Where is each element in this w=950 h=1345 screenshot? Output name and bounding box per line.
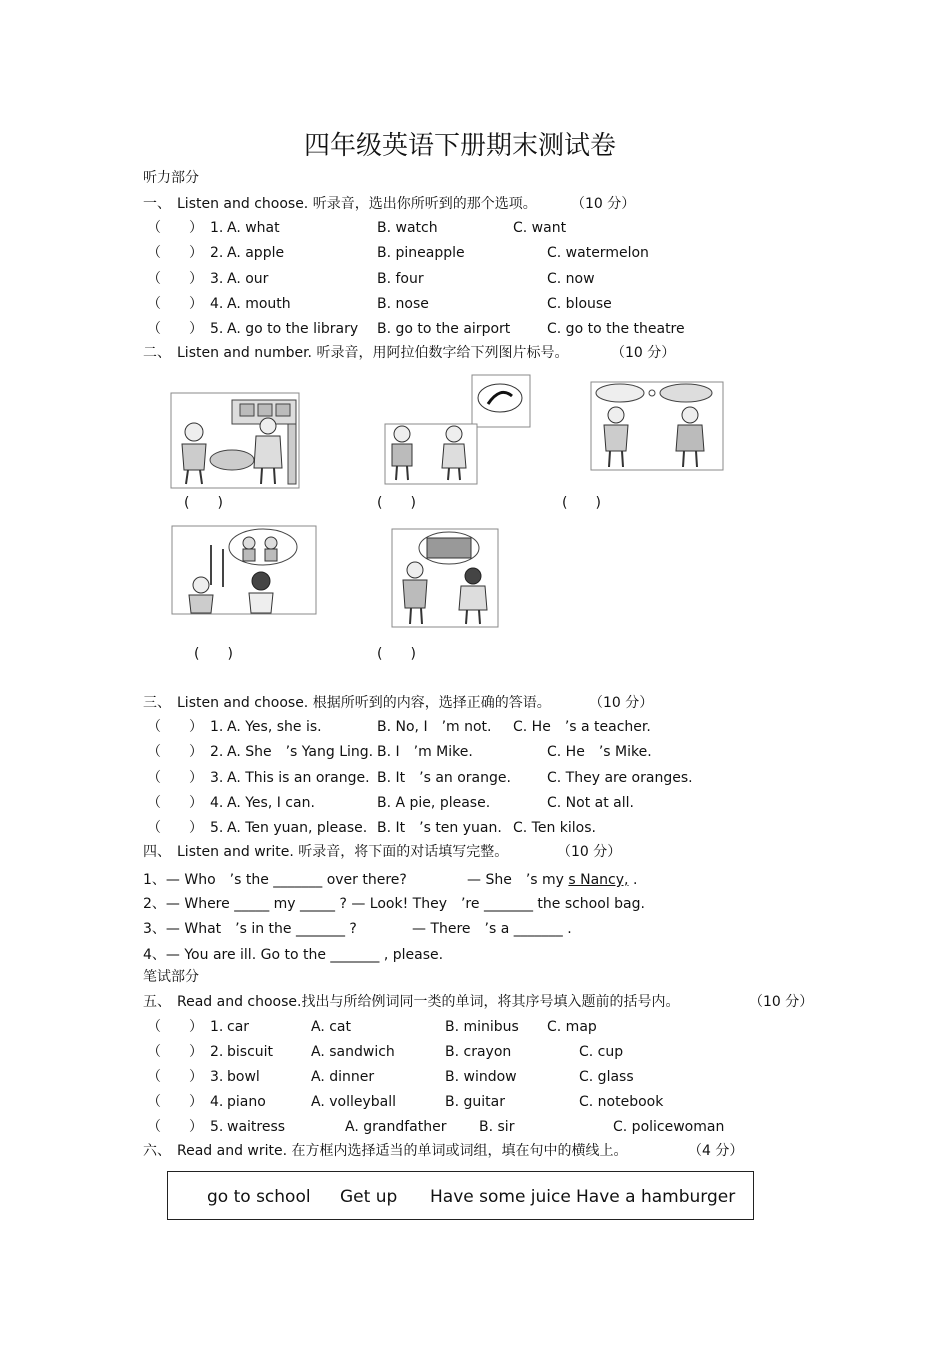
option-b: B. It ’s an orange. bbox=[377, 770, 511, 786]
option-a: A. Yes, I can. bbox=[227, 795, 315, 811]
option-a: A. Ten yuan, please. bbox=[227, 820, 368, 836]
section3-number: 三、 bbox=[143, 695, 171, 711]
item-number: 3. bbox=[210, 1069, 224, 1085]
section5-score: （10 分） bbox=[749, 994, 814, 1010]
item-number: 3. bbox=[210, 770, 224, 786]
answer-paren[interactable]: （ ） bbox=[147, 1069, 203, 1085]
option-a: A. cat bbox=[311, 1019, 351, 1035]
option-b: B. minibus bbox=[445, 1019, 519, 1035]
answer-paren[interactable]: （ ） bbox=[147, 820, 203, 836]
section5-instruction: Read and choose.找出与所给例词同一类的单词，将其序号填入题前的括号内。 bbox=[177, 994, 680, 1010]
option-b: B. pineapple bbox=[377, 245, 465, 261]
option-c: C. now bbox=[547, 271, 595, 287]
option-a: A. mouth bbox=[227, 296, 291, 312]
section2-number: 二、 bbox=[143, 345, 171, 361]
answer-paren[interactable]: （ ） bbox=[147, 1119, 203, 1135]
dialogue-line-1: 1、— Who ’s the _______ over there? bbox=[143, 872, 407, 888]
section4-instruction: Listen and write. 听录音，将下面的对话填写完整。 bbox=[177, 844, 509, 860]
word-bank-item: go to school bbox=[207, 1187, 311, 1207]
section1-number: 一、 bbox=[143, 196, 171, 212]
reply-text: — She ’s my bbox=[467, 872, 569, 888]
item-number: 1. bbox=[210, 719, 224, 735]
option-a: A. dinner bbox=[311, 1069, 375, 1085]
word-bank-item: Have some juice bbox=[430, 1187, 571, 1207]
item-number: 1. bbox=[210, 1019, 224, 1035]
word-bank-item: Have a hamburger bbox=[576, 1187, 736, 1207]
section2-instruction: Listen and number. 听录音，用阿拉伯数字给下列图片标号。 bbox=[177, 345, 569, 361]
option-c: C. go to the theatre bbox=[547, 321, 685, 337]
picture-market-stall bbox=[170, 392, 300, 489]
option-a: A. grandfather bbox=[345, 1119, 447, 1135]
picture-boy-girl-tv bbox=[391, 528, 499, 628]
option-a: A. our bbox=[227, 271, 269, 287]
option-a: A. what bbox=[227, 220, 280, 236]
option-b: B. window bbox=[445, 1069, 517, 1085]
picture-people-bread bbox=[590, 381, 724, 471]
section6-instruction: Read and write. 在方框内选择适当的单词或词组，填在句中的横线上。 bbox=[177, 1143, 628, 1159]
example-word: waitress bbox=[227, 1119, 286, 1135]
item-number: 5. bbox=[210, 1119, 224, 1135]
answer-paren[interactable]: （ ） bbox=[147, 271, 203, 287]
option-c: C. They are oranges. bbox=[547, 770, 693, 786]
item-number: 4. bbox=[210, 795, 224, 811]
option-c: C. cup bbox=[579, 1044, 624, 1060]
option-c: C. map bbox=[547, 1019, 597, 1035]
option-b: B. I ’m Mike. bbox=[377, 744, 473, 760]
option-c: C. watermelon bbox=[547, 245, 649, 261]
reply-end: . bbox=[628, 872, 638, 888]
option-c: C. blouse bbox=[547, 296, 612, 312]
section6-number: 六、 bbox=[143, 1143, 171, 1159]
option-b: B. four bbox=[377, 271, 424, 287]
option-b: B. A pie, please. bbox=[377, 795, 491, 811]
option-b: B. watch bbox=[377, 220, 438, 236]
item-number: 3. bbox=[210, 271, 224, 287]
option-c: C. glass bbox=[579, 1069, 634, 1085]
option-a: A. sandwich bbox=[311, 1044, 395, 1060]
picture-answer-paren[interactable]: ( ) bbox=[184, 495, 223, 511]
picture-answer-paren[interactable]: ( ) bbox=[377, 646, 416, 662]
item-number: 2. bbox=[210, 744, 224, 760]
answer-paren[interactable]: （ ） bbox=[147, 744, 203, 760]
picture-answer-paren[interactable]: ( ) bbox=[562, 495, 601, 511]
option-c: C. notebook bbox=[579, 1094, 664, 1110]
reply-underlined: s Nancy, bbox=[568, 872, 629, 888]
option-b: B. go to the airport bbox=[377, 321, 511, 337]
section6-score: （4 分） bbox=[688, 1143, 744, 1159]
item-number: 5. bbox=[210, 321, 224, 337]
answer-paren[interactable]: （ ） bbox=[147, 1019, 203, 1035]
answer-paren[interactable]: （ ） bbox=[147, 220, 203, 236]
dialogue-line-1-reply bbox=[467, 873, 637, 887]
section3-score: （10 分） bbox=[589, 695, 654, 711]
answer-paren[interactable]: （ ） bbox=[147, 321, 203, 337]
option-c: C. Ten kilos. bbox=[513, 820, 596, 836]
answer-paren[interactable]: （ ） bbox=[147, 770, 203, 786]
option-c: C. He ’s Mike. bbox=[547, 744, 652, 760]
option-b: B. guitar bbox=[445, 1094, 505, 1110]
answer-paren[interactable]: （ ） bbox=[147, 1094, 203, 1110]
option-b: B. crayon bbox=[445, 1044, 512, 1060]
answer-paren[interactable]: （ ） bbox=[147, 1044, 203, 1060]
answer-paren[interactable]: （ ） bbox=[147, 719, 203, 735]
picture-answer-paren[interactable]: ( ) bbox=[377, 495, 416, 511]
option-c: C. Not at all. bbox=[547, 795, 634, 811]
answer-paren[interactable]: （ ） bbox=[147, 245, 203, 261]
section4-number: 四、 bbox=[143, 844, 171, 860]
section5-number: 五、 bbox=[143, 994, 171, 1010]
option-a: A. Yes, she is. bbox=[227, 719, 322, 735]
section1-score: （10 分） bbox=[571, 196, 636, 212]
option-a: A. She ’s Yang Ling. bbox=[227, 744, 374, 760]
section4-score: （10 分） bbox=[557, 844, 622, 860]
page-title: 四年级英语下册期末测试卷 bbox=[304, 131, 617, 161]
option-a: A. go to the library bbox=[227, 321, 359, 337]
option-a: A. volleyball bbox=[311, 1094, 397, 1110]
section2-score: （10 分） bbox=[611, 345, 676, 361]
option-c: C. policewoman bbox=[613, 1119, 725, 1135]
option-b: B. sir bbox=[479, 1119, 515, 1135]
answer-paren[interactable]: （ ） bbox=[147, 795, 203, 811]
listening-part-label: 听力部分 bbox=[143, 170, 199, 186]
option-c: C. He ’s a teacher. bbox=[513, 719, 651, 735]
item-number: 4. bbox=[210, 296, 224, 312]
section1-instruction: Listen and choose. 听录音，选出你所听到的那个选项。 bbox=[177, 196, 537, 212]
item-number: 4. bbox=[210, 1094, 224, 1110]
item-number: 2. bbox=[210, 1044, 224, 1060]
item-number: 2. bbox=[210, 245, 224, 261]
option-b: B. No, I ’m not. bbox=[377, 719, 492, 735]
item-number: 1. bbox=[210, 220, 224, 236]
dialogue-line-3-reply: — There ’s a _______ . bbox=[412, 921, 572, 937]
picture-children-thought bbox=[384, 374, 534, 486]
word-bank-item: Get up bbox=[340, 1187, 398, 1207]
answer-paren[interactable]: （ ） bbox=[147, 296, 203, 312]
item-number: 5. bbox=[210, 820, 224, 836]
option-b: B. It ’s ten yuan. bbox=[377, 820, 502, 836]
dialogue-line-4: 4、— You are ill. Go to the _______ , please. bbox=[143, 947, 444, 963]
picture-answer-paren[interactable]: ( ) bbox=[194, 646, 233, 662]
writing-part-label: 笔试部分 bbox=[143, 969, 199, 985]
dialogue-line-2: 2、— Where _____ my _____ ? — Look! They ’re _______ the school bag. bbox=[143, 896, 645, 912]
example-word: piano bbox=[227, 1094, 266, 1110]
option-a: A. This is an orange. bbox=[227, 770, 370, 786]
option-a: A. apple bbox=[227, 245, 285, 261]
picture-family-thought bbox=[171, 525, 317, 615]
dialogue-line-3: 3、— What ’s in the _______ ? bbox=[143, 921, 357, 937]
option-b: B. nose bbox=[377, 296, 429, 312]
example-word: biscuit bbox=[227, 1044, 274, 1060]
example-word: car bbox=[227, 1019, 250, 1035]
section3-instruction: Listen and choose. 根据所听到的内容，选择正确的答语。 bbox=[177, 695, 551, 711]
example-word: bowl bbox=[227, 1069, 260, 1085]
option-c: C. want bbox=[513, 220, 567, 236]
